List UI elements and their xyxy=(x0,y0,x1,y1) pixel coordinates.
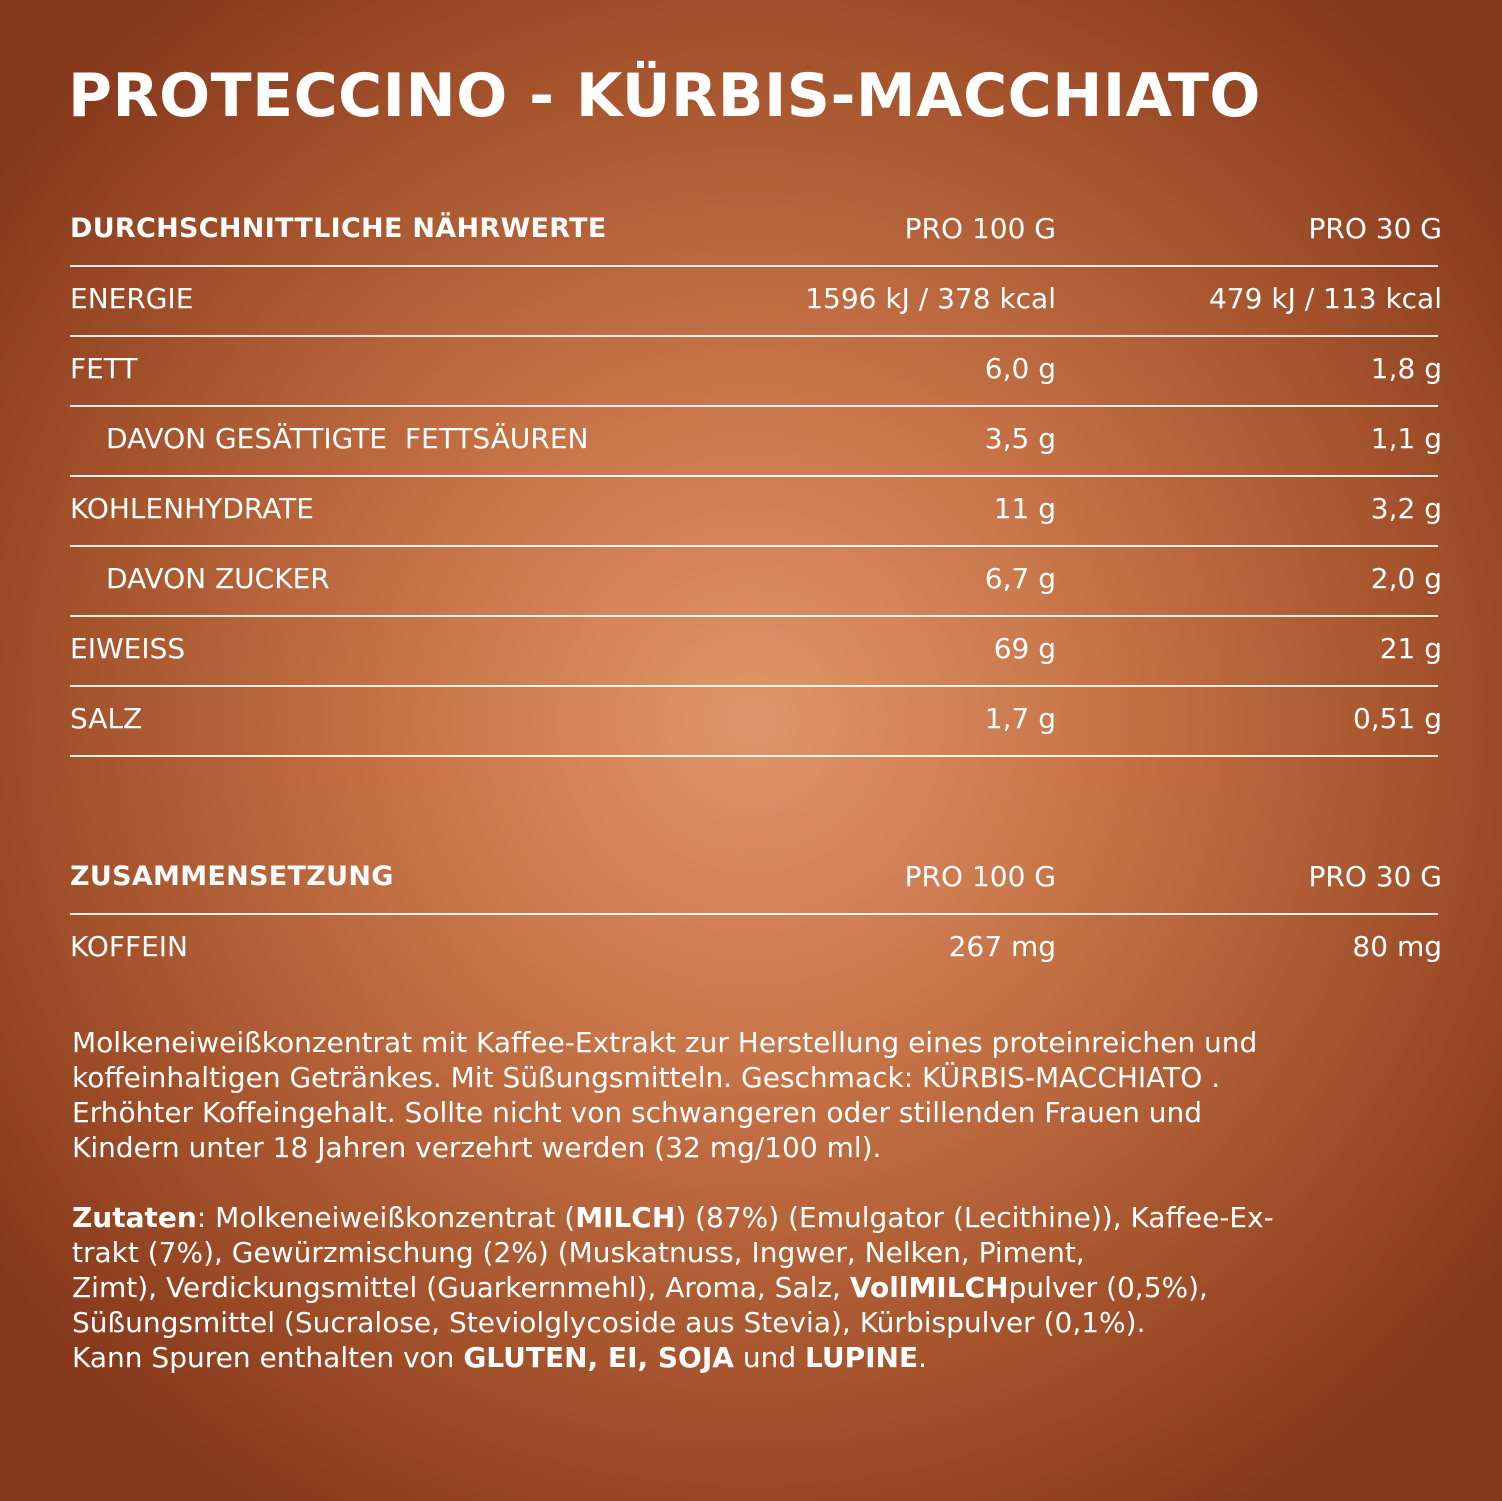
ingredients-text-part: . xyxy=(918,1341,927,1374)
row-value-per-30g: 1,8 g xyxy=(1370,352,1442,385)
composition-header-per-30g: PRO 30 G xyxy=(1308,860,1442,893)
allergen-vollmilch: VollMILCH xyxy=(849,1271,1009,1304)
row-label: KOHLENHYDRATE xyxy=(70,492,314,525)
composition-header-per-100g: PRO 100 G xyxy=(904,860,1056,893)
allergen-traces: GLUTEN, EI, SOJA xyxy=(463,1341,734,1374)
allergen-lupine: LUPINE xyxy=(805,1341,919,1374)
row-value-per-30g: 21 g xyxy=(1379,632,1442,665)
nutrition-header-label: DURCHSCHNITTLICHE NÄHRWERTE xyxy=(70,213,607,244)
row-label: DAVON ZUCKER xyxy=(106,562,330,595)
ingredients-label: Zutaten xyxy=(72,1201,197,1234)
table-row-koffein xyxy=(70,915,1442,985)
row-value-per-30g: 0,51 g xyxy=(1352,702,1442,735)
table-row-zucker xyxy=(70,547,1442,617)
ingredients-text-part: ) (87%) (Emulgator (Lecithine)), Kaffee-Ex- xyxy=(675,1201,1274,1234)
row-value-per-100g: 69 g xyxy=(993,632,1056,665)
table-row-salz xyxy=(70,687,1442,757)
table-row-eiweiss xyxy=(70,617,1442,687)
nutrition-table xyxy=(70,197,1442,757)
row-label: ENERGIE xyxy=(70,282,194,315)
row-label: EIWEISS xyxy=(70,632,186,665)
ingredients-line xyxy=(72,1270,1442,1305)
ingredients-line xyxy=(72,1200,1442,1235)
row-value-per-100g: 6,0 g xyxy=(984,352,1056,385)
composition-table xyxy=(70,845,1442,985)
ingredients-line: trakt (7%), Gewürzmischung (2%) (Muskatnuss, Ingwer, Nelken, Piment, xyxy=(72,1236,1085,1269)
row-value-per-30g: 479 kJ / 113 kcal xyxy=(1209,282,1442,315)
row-label: FETT xyxy=(70,352,138,385)
product-description xyxy=(72,1025,1442,1165)
row-value-per-100g: 267 mg xyxy=(948,930,1056,963)
row-value-per-30g: 2,0 g xyxy=(1370,562,1442,595)
composition-table-header xyxy=(70,845,1442,915)
row-value-per-100g: 1,7 g xyxy=(984,702,1056,735)
ingredients-text xyxy=(72,1200,1442,1375)
row-value-per-30g: 3,2 g xyxy=(1370,492,1442,525)
ingredients-text-part: Zimt), Verdickungsmittel (Guarkernmehl), Aroma, Salz, xyxy=(72,1271,850,1304)
description-line: Erhöhter Koffeingehalt. Sollte nicht von schwangeren oder stillenden Frauen und xyxy=(72,1096,1203,1129)
ingredients-text-part: und xyxy=(733,1341,805,1374)
page-title: PROTECCINO - KÜRBIS-MACCHIATO xyxy=(68,61,1261,131)
ingredients-text-part: Kann Spuren enthalten von xyxy=(72,1341,464,1374)
description-line: Kindern unter 18 Jahren verzehrt werden (32 mg/100 ml). xyxy=(72,1131,882,1164)
row-label: SALZ xyxy=(70,702,143,735)
row-value-per-100g: 11 g xyxy=(993,492,1056,525)
nutrition-table-header xyxy=(70,197,1442,267)
row-value-per-30g: 1,1 g xyxy=(1370,422,1442,455)
ingredients-line: Süßungsmittel (Sucralose, Steviolglycoside aus Stevia), Kürbispulver (0,1%). xyxy=(72,1306,1146,1339)
row-label: KOFFEIN xyxy=(70,930,188,963)
row-value-per-100g: 1596 kJ / 378 kcal xyxy=(805,282,1056,315)
table-row-fett xyxy=(70,337,1442,407)
row-value-per-100g: 6,7 g xyxy=(984,562,1056,595)
ingredients-text-part: : Molkeneiweißkonzentrat ( xyxy=(196,1201,576,1234)
allergen-milch: MILCH xyxy=(575,1201,676,1234)
description-line: koffeinhaltigen Getränkes. Mit Süßungsmitteln. Geschmack: KÜRBIS-MACCHIATO . xyxy=(72,1061,1221,1094)
table-row-gesaettigte-fettsaeuren xyxy=(70,407,1442,477)
row-value-per-30g: 80 mg xyxy=(1352,930,1442,963)
row-label: DAVON GESÄTTIGTE FETTSÄUREN xyxy=(106,422,589,455)
row-value-per-100g: 3,5 g xyxy=(984,422,1056,455)
table-row-kohlenhydrate xyxy=(70,477,1442,547)
nutrition-header-per-100g: PRO 100 G xyxy=(904,212,1056,245)
composition-header-label: ZUSAMMENSETZUNG xyxy=(70,861,394,892)
table-row-energie xyxy=(70,267,1442,337)
ingredients-line xyxy=(72,1340,1442,1375)
description-line: Molkeneiweißkonzentrat mit Kaffee-Extrakt zur Herstellung eines proteinreichen und xyxy=(72,1026,1258,1059)
ingredients-text-part: pulver (0,5%), xyxy=(1008,1271,1208,1304)
nutrition-header-per-30g: PRO 30 G xyxy=(1308,212,1442,245)
